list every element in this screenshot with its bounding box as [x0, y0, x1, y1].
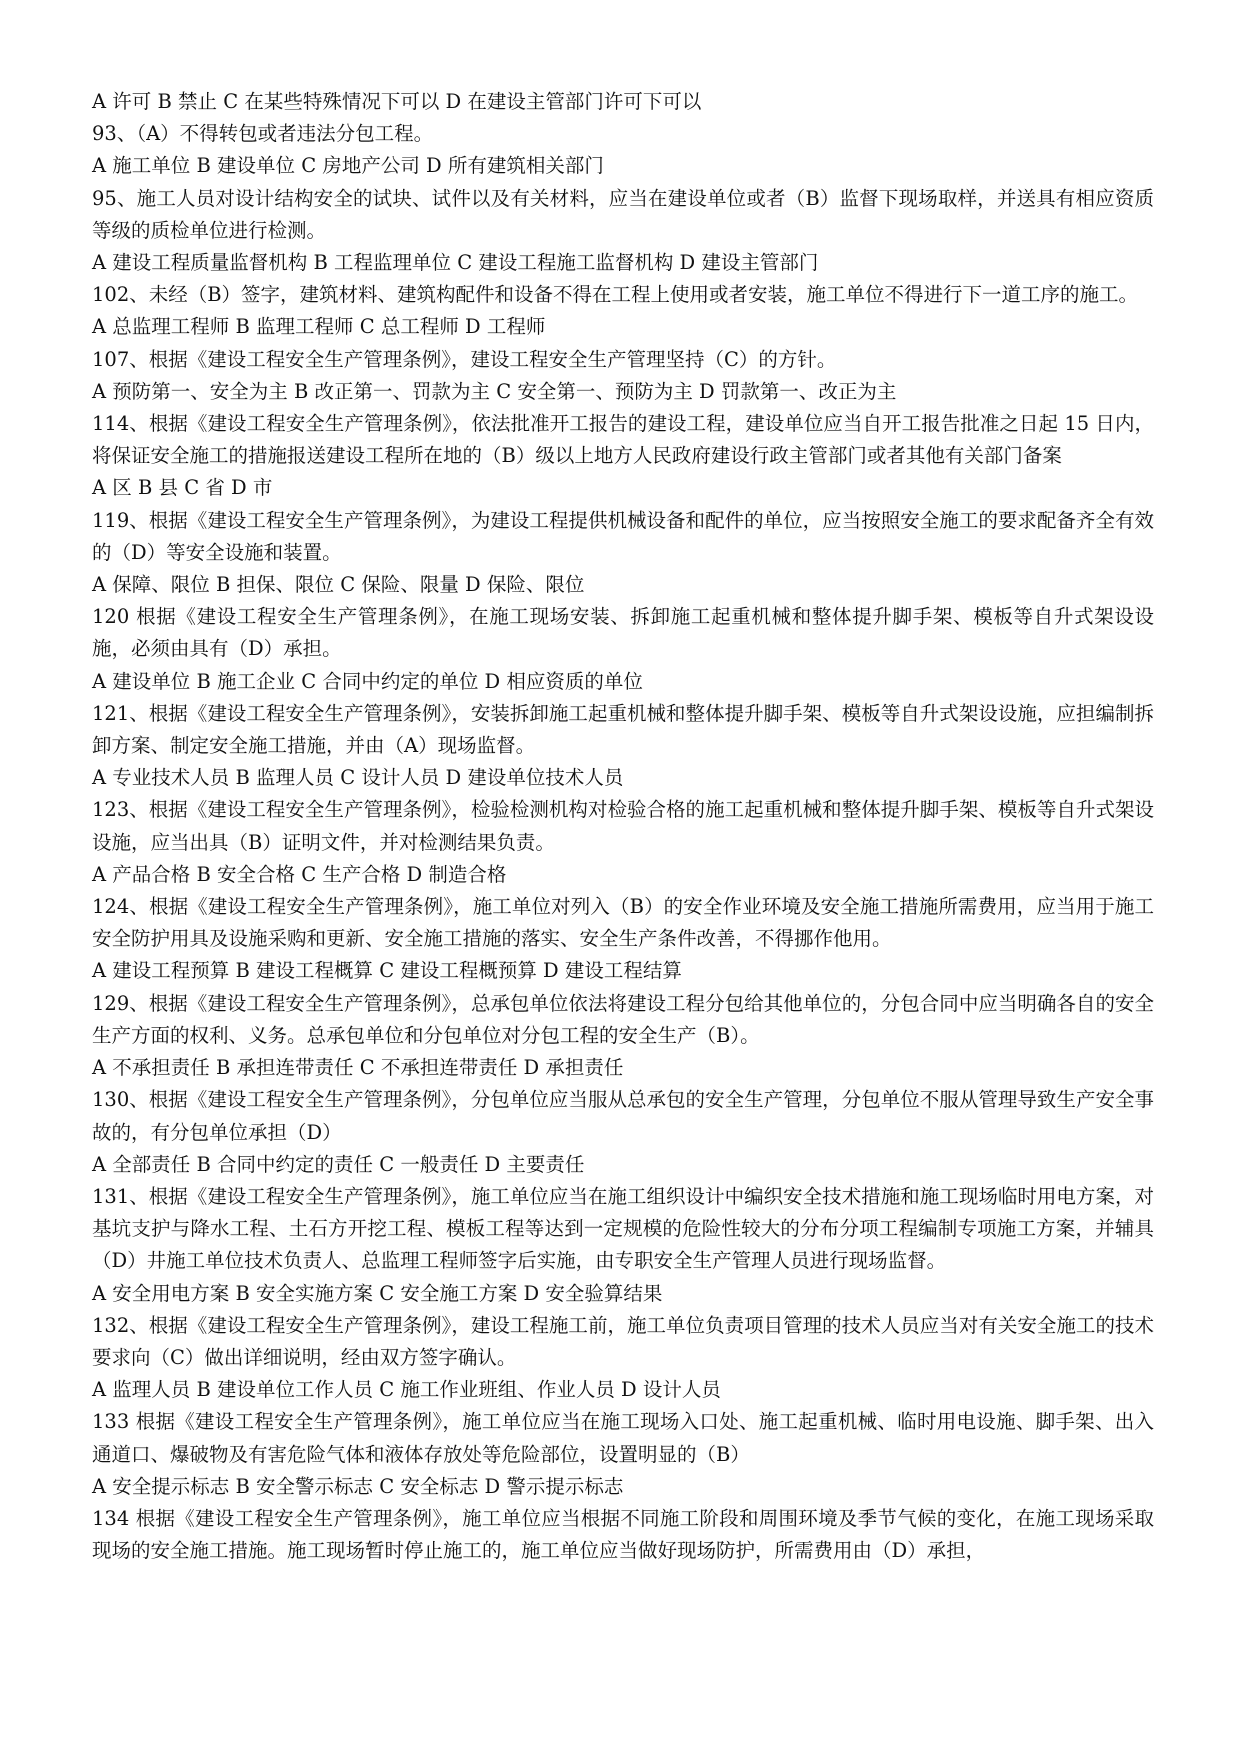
answer-options: A 建设工程预算 B 建设工程概算 C 建设工程概预算 D 建设工程结算	[92, 959, 682, 983]
answer-options: A 建设单位 B 施工企业 C 合同中约定的单位 D 相应资质的单位	[92, 669, 643, 693]
question-95: 95、施工人员对设计结构安全的试块、试件以及有关材料，应当在建设单位或者（B）监督下现场取样，并送具有相应资质等级的质检单位进行检测。	[92, 186, 1154, 242]
question-130: 130、根据《建设工程安全生产管理条例》，分包单位应当服从总承包的安全生产管理，分包单位不服从管理导致生产安全事故的，有分包单位承担（D）	[92, 1088, 1154, 1144]
question-124: 124、根据《建设工程安全生产管理条例》，施工单位对列入（B）的安全作业环境及安全施工措施所需费用，应当用于施工安全防护用具及设施采购和更新、安全施工措施的落实、安全生产条件改善，不得挪作他用。	[92, 895, 1154, 951]
answer-options: A 建设工程质量监督机构 B 工程监理单位 C 建设工程施工监督机构 D 建设主管部门	[92, 251, 819, 275]
answer-options: A 许可 B 禁止 C 在某些特殊情况下可以 D 在建设主管部门许可下可以	[92, 90, 702, 113]
question-102: 102、未经（B）签字，建筑材料、建筑构配件和设备不得在工程上使用或者安装，施工单位不得进行下一道工序的施工。	[92, 283, 1139, 307]
answer-options: A 专业技术人员 B 监理人员 C 设计人员 D 建设单位技术人员	[92, 766, 624, 790]
question-134: 134 根据《建设工程安全生产管理条例》，施工单位应当根据不同施工阶段和周围环境及季节气候的变化，在施工现场采取现场的安全施工措施。施工现场暂时停止施工的，施工单位应当做好现场防护，所需费用由（D）承担，	[92, 1506, 1154, 1563]
question-119: 119、根据《建设工程安全生产管理条例》，为建设工程提供机械设备和配件的单位，应当按照安全施工的要求配备齐全有效的（D）等安全设施和装置。	[92, 508, 1154, 564]
question-121: 121、根据《建设工程安全生产管理条例》，安装拆卸施工起重机械和整体提升脚手架、模板等自升式架设设施，应担编制拆卸方案、制定安全施工措施，并由（A）现场监督。	[92, 701, 1154, 758]
question-131: 131、根据《建设工程安全生产管理条例》，施工单位应当在施工组织设计中编织安全技术措施和施工现场临时用电方案，对基坑支护与降水工程、土石方开挖工程、模板工程等达到一定规模的危险性较大的分布分项工程编制专项施工方案，并辅具（D）井施工单位技术负责人、总监理工程师签字后实施，由专职安全生产管理人员进行现场监督。	[92, 1184, 1154, 1273]
answer-options: A 安全提示标志 B 安全警示标志 C 安全标志 D 警示提示标志	[92, 1474, 624, 1498]
answer-options: A 产品合格 B 安全合格 C 生产合格 D 制造合格	[92, 862, 507, 886]
answer-options: A 预防第一、安全为主 B 改正第一、罚款为主 C 安全第一、预防为主 D 罚款第一、改正为主	[92, 379, 897, 403]
question-133: 133 根据《建设工程安全生产管理条例》，施工单位应当在施工现场入口处、施工起重机械、临时用电设施、脚手架、出入通道口、爆破物及有害危险气体和液体存放处等危险部位，设置明显的（B）	[92, 1410, 1154, 1466]
question-114: 114、根据《建设工程安全生产管理条例》，依法批准开工报告的建设工程，建设单位应当自开工报告批准之日起 15 日内，将保证安全施工的措施报送建设工程所在地的（B）级以上地方人民政府建设行政主管部门或者其他有关部门备案	[92, 412, 1154, 468]
answer-options: A 不承担责任 B 承担连带责任 C 不承担连带责任 D 承担责任	[92, 1056, 624, 1080]
question-120: 120 根据《建设工程安全生产管理条例》，在施工现场安装、拆卸施工起重机械和整体提升脚手架、模板等自升式架设设施，必须由具有（D）承担。	[92, 605, 1154, 661]
question-93: 93、（A）不得转包或者违法分包工程。	[92, 122, 434, 146]
question-123: 123、根据《建设工程安全生产管理条例》，检验检测机构对检验合格的施工起重机械和整体提升脚手架、模板等自升式架设设施，应当出具（B）证明文件，并对检测结果负责。	[92, 798, 1154, 854]
answer-options: A 安全用电方案 B 安全实施方案 C 安全施工方案 D 安全验算结果	[92, 1281, 663, 1305]
question-107: 107、根据《建设工程安全生产管理条例》，建设工程安全生产管理坚持（C）的方针。	[92, 347, 837, 371]
answer-options: A 监理人员 B 建设单位工作人员 C 施工作业班组、作业人员 D 设计人员	[92, 1378, 721, 1402]
document-page	[92, 86, 1154, 1567]
question-132: 132、根据《建设工程安全生产管理条例》，建设工程施工前，施工单位负责项目管理的技术人员应当对有关安全施工的技术要求向（C）做出详细说明，经由双方签字确认。	[92, 1313, 1154, 1369]
answer-options: A 保障、限位 B 担保、限位 C 保险、限量 D 保险、限位	[92, 573, 585, 597]
answer-options: A 总监理工程师 B 监理工程师 C 总工程师 D 工程师	[92, 315, 546, 339]
answer-options: A 区 B 县 C 省 D 市	[92, 476, 273, 500]
question-129: 129、根据《建设工程安全生产管理条例》，总承包单位依法将建设工程分包给其他单位的，分包合同中应当明确各自的安全生产方面的权利、义务。总承包单位和分包单位对分包工程的安全生产（B）。	[92, 991, 1154, 1047]
answer-options: A 全部责任 B 合同中约定的责任 C 一般责任 D 主要责任	[92, 1152, 585, 1176]
answer-options: A 施工单位 B 建设单位 C 房地产公司 D 所有建筑相关部门	[92, 154, 604, 178]
